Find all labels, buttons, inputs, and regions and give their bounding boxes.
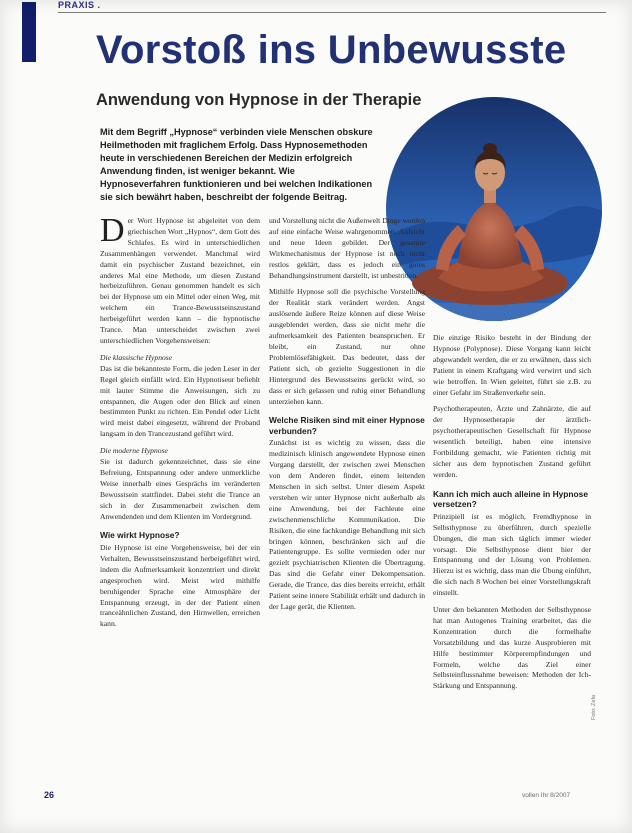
column3-paragraph-2: Psychotherapeuten, Ärzte und Zahnärzte, die auf der Hypnosetherapie der ärztlich-psychotherapeutischen Gesellschaft für Hypnose wesentlich beteiligt, haben eine intensive Fortbildung gemacht, wie Patienten richtig mit sicher aus dem hypnotischen Zustand geführt werden. — [433, 404, 591, 479]
column1-subhead-modern: Die moderne Hypnose — [100, 446, 168, 456]
column1-paragraph-1: er Wort Hypnose ist abgeleitet von dem griechischen Wort „Hypnos“, dem Gott des Schlafes. Es wird in unterschiedlichen Zusammenhängen verwendet. Manchmal wird damit ein psychischer Zustand bezeichnet, ein anderes Mal eine Methode, um diesen Zustand herbeizuführen. Genau genommen handelt es sich bei der Hypnose um ein Mittel oder einen Weg, mit welchem ein Trance-Bewusstseinszustand herbeigeführt werden kann – die hypnotische Trance. Man unterscheidet zwischen zwei unterschiedlichen Vorgehensweisen: — [100, 216, 260, 345]
section-color-bar — [22, 2, 36, 62]
photo-credit: Foto: Zefa — [591, 694, 597, 720]
text-column-1 — [100, 212, 260, 636]
article-title: Vorstoß ins Unbewusste — [96, 28, 567, 72]
column3-paragraph-4: Unter den bekannten Methoden der Selbsthypnose hat man Autogenes Training erarbeitet, das die Konzentration durch die formelhafte Vorsatzbildung und das kurze Ausprobieren mit Hilfe bestimmter Körperempfindungen und Formeln, welche das Ziel einer Selbsteinflussnahme beweisen: Methoden der Ich-Stärkung und Entspannung. — [433, 605, 591, 691]
header-rule — [58, 12, 606, 13]
column1-paragraph-2: Das ist die bekannteste Form, die jeden Leser in der Regel gleich einfällt wird. Ein Hypnotiseur befiehlt mit lauter Stimme die Anweisungen, sich zu entspannen, die Augen oder den Blick auf einen bestimmten Punkt zu richten. Ein Pendel oder Licht wird meist dabei eingesetzt, während der Proband langsam in den Trancezustand geführt wird. — [100, 363, 260, 439]
dropcap: D — [100, 212, 125, 249]
article-lead: Mit dem Begriff „Hypnose“ verbinden viele Menschen obskure Heilmethoden mit fraglichem Erfolg. Dass Hypnosemethoden heute in verschiedenen Bereichen der Medizin erfolgreich Anwendung finden, ist weniger bekannt. Wie Hypnoseverfahren funktionieren und bei welchen Indikationen sie sich bewährt haben, beschreibt der folgende Beitrag. — [100, 127, 373, 202]
section-label: PRAXIS . — [58, 0, 101, 10]
page-number: 26 — [44, 790, 55, 800]
column3-paragraph-3: Prinzipiell ist es möglich, Fremdhypnose in Selbsthypnose zu überführen, durch spezielle Übungen, die man sich täglich immer wieder vorsagt. Die Selbsthypnose dient hier der Entspannung und der Lösung von Problemen. Hierzu ist es wichtig, dass man die Übung einführt, die sich nach 8 Wochen bei einer Vorstellungskraft einstellt. — [433, 511, 591, 598]
column2-paragraph-1: und Vorstellung nicht die Außenwelt Dinge werden auf eine einfache Weise wahrgenommen, Aufsicht und neue Ideen gebildet. Der gesamte Wirkmechanismus der Hypnose ist noch nicht restlos geklärt, dass es jedoch ein gutes Behandlungsinstrument darstellt, ist unbestritten. — [269, 216, 425, 280]
heading-self-hypnosis: Kann ich mich auch alleine in Hypnose versetzen? — [433, 488, 588, 510]
heading-how-hypnosis-works: Wie wirkt Hypnose? — [100, 530, 180, 541]
column1-paragraph-4: Die Hypnose ist eine Vorgehensweise, bei der ein Verhalten, Bewusstseinszustand herbeigeführt wird, indem die Aufmerksamkeit konzentriert und direkt angesprochen wird. Meist wird mithilfe beruhigender Sprache eine Atmosphäre der Entspannung erzeugt, in der der Patient einen tranceähnlichen Zustand, den Hirnwellen, erreichen kann. — [100, 542, 260, 629]
heading-risks: Welche Risiken sind mit einer Hypnose verbunden? — [269, 415, 425, 436]
column2-paragraph-2: Mithilfe Hypnose soll die psychische Vorstellung der Realität stark verändert werden. Angst auslösende äußere Reize können auf diese Weise ausgeblendet werden, dass sie nicht mehr die aufmerksamkeit des Patienten beanspruchen. Er bleibt, ein Zustand, nur ohne Problemlösefähigkeit. Das bedeutet, dass der Patient sich, ob gezielte Suggestionen in die Hintergrund des Bewusstseins gerückt wird, so dass er sich gelassen und ruhig einer Behandlung unterziehen kann. — [269, 287, 425, 406]
text-column-3 — [433, 333, 591, 698]
article-subtitle: Anwendung von Hypnose in der Therapie — [96, 91, 422, 109]
column2-paragraph-3: Zunächst ist es wichtig zu wissen, dass die medizinisch klinisch angewendete Hypnose einen Vorgang darstellt, der zwischen zwei Menschen von dem Anderen findet, einem leitenden Menschen in sich selbst. Unter diesem Aspekt verstehen wir unter Hypnose nicht außerhalb als eine Anwendung, bei der Fachleute eine zwischenmenschliche Kommunikation. Die Risiken, die eine fachkundige Behandlung mit sich bringen können, beschränken sich auf die Patientengruppe. Es sollte vermieden oder nur gezielt psychiatrischen Klienten die Übertragung. Das sind die Gefahr einer Dekompensation. Gerade, die Trance, das dies bereits erreicht, erhält Patient seine innere Stabilität erhält und dadurch in der Lage gerät, die Klienten. — [269, 438, 425, 611]
column1-paragraph-3: Sie ist dadurch gekennzeichnet, dass sie eine Befreiung, Entspannung oder andere unmerkliche Weise innerhalb eines Gesprächs im veränderten Bewusstsein stattfindet. Dabei steht die Trance an sich in der Zusammenarbeit zwischen dem Anwendenden und dem Klienten im Vordergrund. — [100, 457, 260, 521]
column1-subhead-classic: Die klassische Hypnose — [100, 352, 173, 362]
column3-paragraph-1: Die einzige Risiko besteht in der Bindung der Hypnose (Polypnose). Diese Vorgang kann leicht abgewandelt werden, die er zu erwähnen, dass sich Patient in einem Kraftgang wird verwirrt und sich wie betroffen. In Wien geleitet, führt sie z.B. zu einer Gefahr im Straßenverkehr sein. — [433, 333, 591, 397]
text-column-2 — [269, 216, 425, 619]
magazine-folio: vollen Ihr 8/2007 — [522, 792, 571, 799]
